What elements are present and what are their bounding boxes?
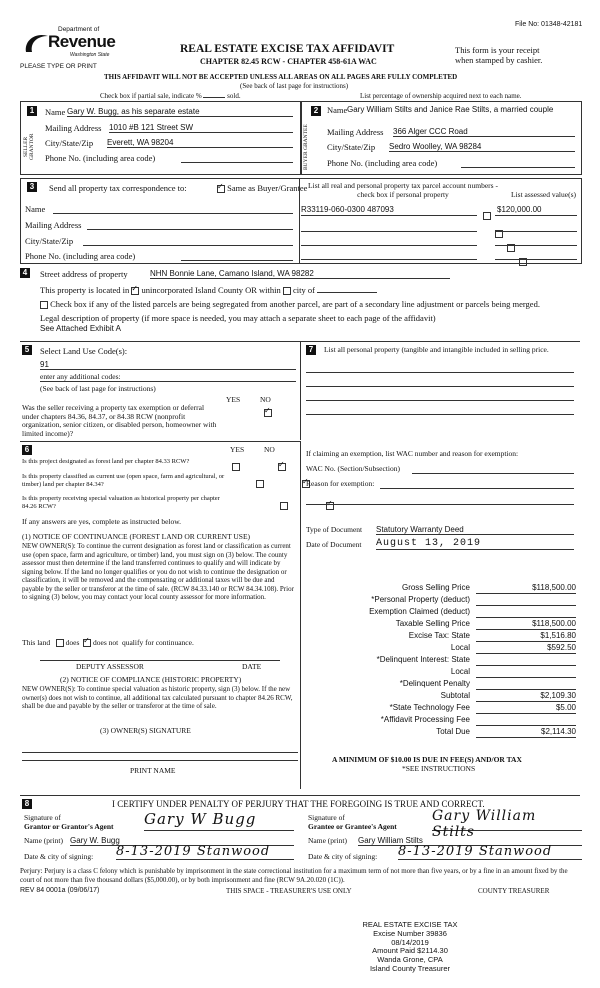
value-line xyxy=(495,215,577,216)
street-address-label: Street address of property xyxy=(40,269,128,279)
section-7-sale xyxy=(300,341,580,789)
fee-value[interactable]: $592.50 xyxy=(476,643,576,654)
value-line[interactable] xyxy=(495,245,577,246)
unincorporated-label: unincorporated Island County OR within xyxy=(141,285,281,295)
fee-row xyxy=(300,679,580,691)
doc-date-field[interactable]: August 13, 2019 xyxy=(376,538,574,550)
print-name-line[interactable] xyxy=(22,760,298,761)
corr-address-field[interactable] xyxy=(87,229,293,230)
fee-value[interactable] xyxy=(476,679,576,690)
personal-property-label: List all personal property (tangible and intangible included in selling price. xyxy=(324,345,549,354)
fee-row xyxy=(300,703,580,715)
parcel-header: List all real and personal property tax parcel account numbers - check box if personal property xyxy=(308,181,498,199)
exemption-claim-label: If claiming an exemption, list WAC number and reason for exemption: xyxy=(306,449,519,458)
parcel-line[interactable] xyxy=(301,245,477,246)
partial-sale-label: Check box if partial sale, indicate % xyxy=(100,92,202,100)
fee-row xyxy=(300,691,580,703)
see-back-label: (See back of last page for instructions) xyxy=(40,384,156,393)
unincorporated-checkbox[interactable] xyxy=(131,287,139,295)
name-label: Name xyxy=(45,107,66,117)
city-of-checkbox[interactable] xyxy=(283,287,291,295)
segregated-line xyxy=(40,299,540,309)
personal-property-line[interactable] xyxy=(306,386,574,387)
personal-property-line[interactable] xyxy=(306,400,574,401)
phone-label: Phone No. (including area code) xyxy=(327,158,438,168)
county-treasurer-label: COUNTY TREASURER xyxy=(478,887,550,895)
does-checkbox[interactable] xyxy=(56,639,64,647)
section-number: 2 xyxy=(311,106,321,116)
fee-value[interactable]: $5.00 xyxy=(476,703,576,714)
sold-label: sold. xyxy=(227,92,241,100)
seller-phone-field[interactable] xyxy=(181,162,293,163)
fee-label: *Personal Property (deduct) xyxy=(371,595,470,604)
wac-label: WAC No. (Section/Subsection) xyxy=(306,464,400,473)
parcel-line[interactable] xyxy=(301,259,477,260)
rev-code: REV 84 0001a (09/06/17) xyxy=(20,887,100,894)
additional-codes-field[interactable] xyxy=(40,381,296,382)
fee-row xyxy=(300,631,580,643)
reason-line[interactable] xyxy=(306,504,574,505)
stamp-line: Excise Number 39836 xyxy=(373,928,447,938)
yes-header: YES xyxy=(226,395,241,404)
seller-address-field[interactable]: 1010 #B 121 Street SW xyxy=(109,123,293,133)
wac-field[interactable] xyxy=(412,473,574,474)
partial-sale xyxy=(100,92,241,100)
fee-row xyxy=(300,595,580,607)
segregated-label: Check box if any of the listed parcels are being segregated from another parcel, are part of a secondary line adjustment or parcels being merged. xyxy=(50,299,540,309)
current-use-yes-checkbox[interactable] xyxy=(256,480,264,488)
certify-statement: I CERTIFY UNDER PENALTY OF PERJURY THAT THE FOREGOING IS TRUE AND CORRECT. xyxy=(112,799,485,809)
section-2-buyer xyxy=(300,101,582,175)
value-line[interactable] xyxy=(495,259,577,260)
corr-city-field[interactable] xyxy=(83,245,293,246)
forest-no-checkbox[interactable] xyxy=(278,463,286,471)
form-subtitle: CHAPTER 82.45 RCW - CHAPTER 458-61A WAC xyxy=(200,57,377,66)
fee-value[interactable]: $118,500.00 xyxy=(476,583,576,594)
date-label: DATE xyxy=(242,662,262,671)
fee-label: Local xyxy=(450,643,470,652)
section-3-correspondence xyxy=(20,178,582,264)
fee-value[interactable] xyxy=(476,595,576,606)
buyer-city-field[interactable]: Sedro Woolley, WA 98284 xyxy=(389,142,575,152)
fee-row xyxy=(300,655,580,667)
owner-signature-label: (3) OWNER(S) SIGNATURE xyxy=(100,726,191,735)
fee-row xyxy=(300,667,580,679)
grantee-signature[interactable]: Gary William Stilts xyxy=(432,808,582,831)
same-as-buyer-label: Same as Buyer/Grantee xyxy=(227,183,308,193)
grantor-signature-label xyxy=(24,813,114,831)
receipt-note: This form is your receipt when stamped by cashier. xyxy=(455,45,543,65)
name-label: Name xyxy=(25,204,46,214)
grantee-signature-label xyxy=(308,813,397,831)
fee-value[interactable] xyxy=(476,655,576,666)
stamp-line: Island County Treasurer xyxy=(369,963,451,973)
buyer-grantee-label: BUYER GRANTEE xyxy=(303,124,309,170)
personal-property-checkbox[interactable] xyxy=(483,212,491,220)
logo-name: Revenue xyxy=(48,32,116,51)
fee-row xyxy=(300,619,580,631)
phone-label: Phone No. (including area code) xyxy=(25,251,136,261)
land-use-label: Select Land Use Code(s): xyxy=(40,346,128,356)
date-city-label: Date & city of signing: xyxy=(308,852,378,861)
current-use-question: Is this property classified as current use (open space, farm and agricultural, or timber) land per chapter 84.34? xyxy=(22,473,225,488)
grantor-signature[interactable]: Gary W Bugg xyxy=(144,810,294,831)
doc-date-label: Date of Document xyxy=(306,540,362,549)
value-line[interactable] xyxy=(495,231,577,232)
grantor-date-city[interactable]: 8-13-2019 Stanwood xyxy=(116,844,294,860)
located-line xyxy=(40,285,377,295)
stamp-line: Amount Paid $2114.30 xyxy=(372,946,448,956)
notice-continuance-text: NEW OWNER(S): To continue the current designation as forest land or classification as current use (open space, farm and agriculture, or timber) land, you must sign on (3) below. The county assessor must then determine if the land transferred continues to qualify and will indicate by signing below. If the land no longer qualifies or you do not wish to continue the designation or classification, it will be removed and the compensating or additional taxes will be due and payable by the seller or transferor at the time of sale. (RCW 84.33.140 or RCW 84.34.108). Prior to signing (3) below, you may contact your local county assessor for more information. xyxy=(22,542,294,601)
section-number: 4 xyxy=(20,268,30,278)
fee-row xyxy=(300,607,580,619)
name-print-label: Name (print) xyxy=(308,836,347,845)
notice-compliance-title: (2) NOTICE OF COMPLIANCE (HISTORIC PROPERTY) xyxy=(60,675,242,684)
fee-value[interactable] xyxy=(476,607,576,618)
stamp-line: 08/14/2019 xyxy=(391,937,429,947)
grantee-date-city[interactable]: 8-13-2019 Stanwood xyxy=(398,844,582,860)
fee-label: *State Technology Fee xyxy=(389,703,470,712)
no-header: NO xyxy=(264,445,275,454)
exemption-question: Was the seller receiving a property tax exemption or deferral under chapters 84.36, 84.37, or 84.38 RCW (nonprofit organization, senior citizen, or disabled person, homeowner with limited income)? xyxy=(22,403,217,438)
fee-value[interactable] xyxy=(476,667,576,678)
historic-question: Is this property receiving special valuation as historical property per chapter 84.26 RCW? xyxy=(22,495,220,510)
partial-sale-pct[interactable] xyxy=(203,97,225,98)
notice-compliance-text: NEW OWNER(S): To continue special valuation as historic property, sign (3) below. If the new owner(s) does not wish to continue, all additional tax calculated pursuant to chapter 84.26 RCW, shall be due and payable by the seller or transferor at the time of sale. xyxy=(22,685,293,710)
minimum-due-note: A MINIMUM OF $10.00 IS DUE IN FEE(S) AND/OR TAX xyxy=(332,755,522,764)
mailing-address-label: Mailing Address xyxy=(25,220,82,230)
buyer-address-field[interactable]: 366 Alger CCC Road xyxy=(393,127,575,137)
logo-dept: Department of xyxy=(58,26,100,33)
does-not-label: does not xyxy=(93,638,119,647)
street-address-field[interactable]: NHN Bonnie Lane, Camano Island, WA 98282 xyxy=(150,269,450,279)
fee-label: Subtotal xyxy=(440,691,470,700)
dor-logo xyxy=(22,24,132,68)
owner-signature-line[interactable] xyxy=(22,752,298,753)
notice-continuance-title: (1) NOTICE OF CONTINUANCE (FOREST LAND OR CURRENT USE) xyxy=(22,532,251,541)
fee-row xyxy=(300,583,580,595)
send-correspondence-label: Send all property tax correspondence to: xyxy=(49,183,187,193)
same-as-buyer[interactable] xyxy=(217,183,307,193)
stamp-line: REAL ESTATE EXCISE TAX xyxy=(362,920,458,929)
city-label: City/State/Zip xyxy=(25,236,74,246)
assessor-sign-line[interactable] xyxy=(40,660,280,661)
corr-phone-field[interactable] xyxy=(181,260,293,261)
deputy-assessor-label: DEPUTY ASSESSOR xyxy=(76,662,144,671)
seller-grantor-label: SELLER GRANTOR xyxy=(23,133,35,161)
yes-header: YES xyxy=(230,445,245,454)
legal-description-field[interactable]: See Attached Exhibit A xyxy=(40,324,121,333)
does-label: does xyxy=(65,638,80,647)
seller-city-field[interactable]: Everett, WA 98204 xyxy=(107,138,293,148)
fee-label: *Affidavit Processing Fee xyxy=(380,715,470,724)
assessed-value-field[interactable]: $120,000.00 xyxy=(497,205,542,214)
city-label: City/State/Zip xyxy=(45,138,94,148)
parcel-line[interactable] xyxy=(301,231,477,232)
corr-name-field[interactable] xyxy=(53,213,293,214)
section-number: 8 xyxy=(22,799,32,809)
legal-description-label: Legal description of property (if more space is needed, you may attach a separate sheet to each page of the affidavit) xyxy=(40,313,436,323)
fee-value[interactable]: $2,114.30 xyxy=(476,727,576,738)
phone-label: Phone No. (including area code) xyxy=(45,153,156,163)
located-label: This property is located in xyxy=(40,285,130,295)
fee-label: Total Due xyxy=(436,727,470,736)
form-title: REAL ESTATE EXCISE TAX AFFIDAVIT xyxy=(180,43,395,55)
section-1-seller xyxy=(20,101,302,175)
section-number: 3 xyxy=(27,182,37,192)
please-type: PLEASE TYPE OR PRINT xyxy=(20,63,97,70)
grantor-agent-label: Grantor or Grantor's Agent xyxy=(24,822,114,831)
city-of-label: city of xyxy=(293,285,315,295)
buyer-name-field[interactable]: Gary William Stilts and Janice Rae Stilts, a married couple xyxy=(347,105,554,114)
section-6-designation xyxy=(20,441,301,789)
section-4-property xyxy=(20,266,580,338)
signature-of-label: Signature of xyxy=(24,813,61,822)
land-use-code-field[interactable]: 91 xyxy=(40,360,296,370)
divider xyxy=(299,179,300,263)
fee-row xyxy=(300,727,580,739)
reason-label: Reason for exemption: xyxy=(306,479,375,488)
section-number: 7 xyxy=(306,345,316,355)
treasurer-use: THIS SPACE - TREASURER'S USE ONLY xyxy=(226,887,352,895)
fee-value[interactable]: $118,500.00 xyxy=(476,619,576,630)
buyer-phone-field[interactable] xyxy=(461,167,575,168)
section-number: 6 xyxy=(22,445,32,455)
reason-field[interactable] xyxy=(380,488,574,489)
this-land-label: This land xyxy=(22,638,51,647)
mailing-address-label: Mailing Address xyxy=(327,127,384,137)
does-not-checkbox[interactable] xyxy=(83,639,91,647)
see-instructions-note: *SEE INSTRUCTIONS xyxy=(402,764,476,773)
seller-name-field[interactable]: Gary W. Bugg, as his separate estate xyxy=(67,107,293,117)
fee-label: *Delinquent Interest: State xyxy=(376,655,470,664)
historic-yes-checkbox[interactable] xyxy=(280,502,288,510)
fee-value[interactable]: $2,109.30 xyxy=(476,691,576,702)
perjury-statement: Perjury: Perjury is a class C felony which is punishable by imprisonment in the state correctional institution for a maximum term of not more than five years, or by a fine in an amount fixed by the court of not more than five thousand dollars ($5,000.00), or by both imprisonment and fine (RCW 9A.20.020 (1C)). xyxy=(20,867,568,884)
signature-of-label: Signature of xyxy=(308,813,345,822)
parcel-number-field[interactable]: R33119-060-0300 487093 xyxy=(301,205,394,214)
warning-text: THIS AFFIDAVIT WILL NOT BE ACCEPTED UNLESS ALL AREAS ON ALL PAGES ARE FULLY COMPLETED xyxy=(104,73,458,81)
fee-label: Local xyxy=(450,667,470,676)
fee-row xyxy=(300,715,580,727)
name-print-label: Name (print) xyxy=(24,836,63,845)
city-label: City/State/Zip xyxy=(327,142,376,152)
fee-value[interactable] xyxy=(476,715,576,726)
section-5-land-use xyxy=(20,341,301,440)
fee-value[interactable]: $1,516.80 xyxy=(476,631,576,642)
section-number: 1 xyxy=(27,106,37,116)
mailing-address-label: Mailing Address xyxy=(45,123,102,133)
doc-type-field[interactable]: Statutory Warranty Deed xyxy=(376,525,574,535)
exemption-no-checkbox[interactable] xyxy=(264,409,272,417)
fee-label: Gross Selling Price xyxy=(401,583,470,592)
qualify-label: qualify for continuance. xyxy=(121,638,194,647)
forest-land-question: Is this project designated as forest land per chapter 84.33 RCW? xyxy=(22,458,190,465)
section-number: 5 xyxy=(22,345,32,355)
name-label: Name xyxy=(327,105,348,115)
print-name-label: PRINT NAME xyxy=(130,766,176,775)
parcel-line xyxy=(301,215,477,216)
segregated-checkbox[interactable] xyxy=(40,301,48,309)
fee-label: Taxable Selling Price xyxy=(395,619,470,628)
qualify-line xyxy=(22,638,194,647)
same-as-buyer-checkbox[interactable] xyxy=(217,185,225,193)
fee-label: *Delinquent Penalty xyxy=(399,679,470,688)
grantee-agent-label: Grantee or Grantee's Agent xyxy=(308,822,397,831)
grantor-print-name[interactable]: Gary W. Bugg xyxy=(70,836,294,846)
if-any-note: If any answers are yes, complete as instructed below. xyxy=(22,517,182,526)
no-header: NO xyxy=(260,395,271,404)
logo-state: Washington State xyxy=(70,52,110,58)
personal-property-line[interactable] xyxy=(306,414,574,415)
treasurer-stamp xyxy=(340,921,480,974)
forest-yes-checkbox[interactable] xyxy=(232,463,240,471)
file-number: File No: 01348-42181 xyxy=(515,21,583,28)
fee-row xyxy=(300,643,580,655)
stamp-line: Wanda Grone, CPA xyxy=(377,955,443,965)
fee-label: Excise Tax: State xyxy=(408,631,470,640)
list-percentage: List percentage of ownership acquired next to each name. xyxy=(360,92,522,100)
section-8-certification xyxy=(20,795,580,866)
date-city-label: Date & city of signing: xyxy=(24,852,94,861)
city-of-field[interactable] xyxy=(317,292,377,293)
grantee-print-name[interactable]: Gary William Stilts xyxy=(358,836,582,846)
additional-codes-label: enter any additional codes: xyxy=(40,372,121,381)
assessed-value-header: List assessed value(s) xyxy=(511,190,576,199)
personal-property-line[interactable] xyxy=(306,372,574,373)
see-back-note: (See back of last page for instructions) xyxy=(240,82,349,90)
doc-type-label: Type of Document xyxy=(306,525,363,534)
fee-label: Exemption Claimed (deduct) xyxy=(369,607,470,616)
